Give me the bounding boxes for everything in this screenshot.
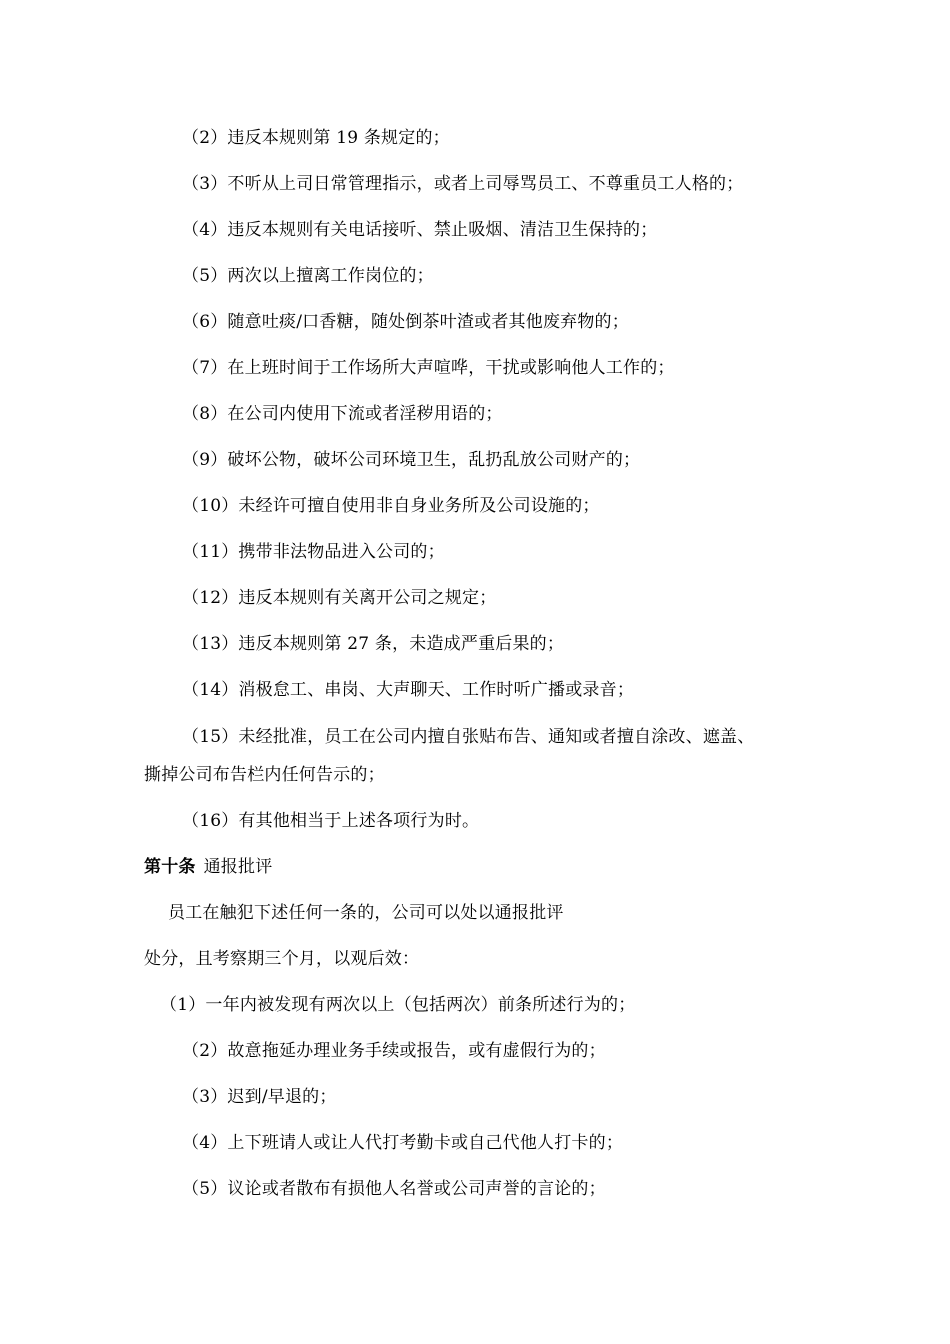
list-item: （8）在公司内使用下流或者淫秽用语的； — [182, 404, 503, 424]
list-item: （14）消极怠工、串岗、大声聊天、工作时听广播或录音； — [182, 680, 635, 700]
list-item: （5）议论或者散布有损他人名誉或公司声誉的言论的； — [182, 1179, 606, 1199]
article-heading — [144, 856, 272, 878]
list-item: （2）违反本规则第 19 条规定的； — [182, 128, 450, 148]
list-item-16: （16）有其他相当于上述各项行为时。 — [182, 811, 480, 831]
list-item: （4）上下班请人或让人代打考勤卡或自己代他人打卡的； — [182, 1133, 624, 1153]
list-item: （3）不听从上司日常管理指示，或者上司辱骂员工、不尊重员工人格的； — [182, 174, 744, 194]
list-item: （5）两次以上擅离工作岗位的； — [182, 266, 434, 286]
article-title: 通报批评 — [203, 857, 273, 877]
list-item: （4）违反本规则有关电话接听、禁止吸烟、清洁卫生保持的； — [182, 220, 658, 240]
list-item: （6）随意吐痰/口香糖，随处倒茶叶渣或者其他废弃物的； — [182, 312, 629, 332]
list-item-15-line-1: （15）未经批准，员工在公司内擅自张贴布告、通知或者擅自涂改、遮盖、 — [182, 727, 755, 747]
list-item-15-line-2: 撕掉公司布告栏内任何告示的； — [144, 765, 385, 785]
list-item: （1）一年内被发现有两次以上（包括两次）前条所述行为的； — [160, 995, 636, 1015]
article-intro-line-2: 处分，且考察期三个月，以观后效： — [144, 949, 420, 969]
article-intro-line-1: 员工在触犯下述任何一条的，公司可以处以通报批评 — [168, 903, 564, 923]
article-number: 第十条 — [144, 857, 196, 877]
list-item: （13）违反本规则第 27 条，未造成严重后果的； — [182, 634, 565, 654]
list-item: （9）破坏公物，破坏公司环境卫生，乱扔乱放公司财产的； — [182, 450, 641, 470]
list-item: （2）故意拖延办理业务手续或报告，或有虚假行为的； — [182, 1041, 606, 1061]
list-item: （10）未经许可擅自使用非自身业务所及公司设施的； — [182, 496, 600, 516]
list-item: （3）迟到/早退的； — [182, 1087, 337, 1107]
list-item: （11）携带非法物品进入公司的； — [182, 542, 445, 562]
list-item: （12）违反本规则有关离开公司之规定； — [182, 588, 497, 608]
list-item: （7）在上班时间于工作场所大声喧哗，干扰或影响他人工作的； — [182, 358, 675, 378]
